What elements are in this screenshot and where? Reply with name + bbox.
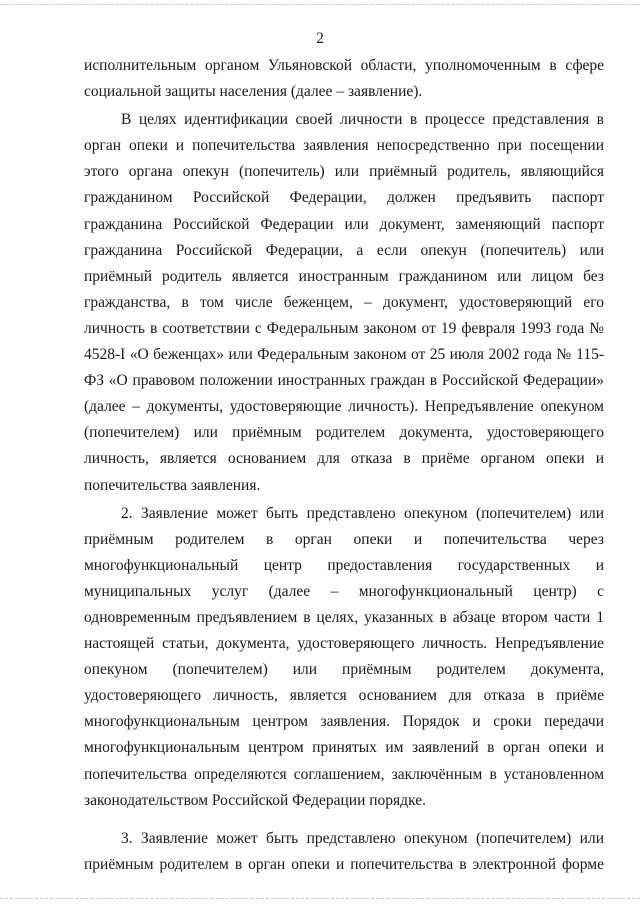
paragraph-identification: В целях идентификации своей личности в процессе представления в орган опеки и попечительства заявления непосредственно при посещении этого органа опекун (попечитель) или приёмный родитель, являющийся гражданином Российской Федерации, должен предъявить паспорт гражданина Российской Федерации или документ, заменяющий паспорт гражданина Российской Федерации, а если опекун (попечитель) или приёмный родитель является иностранным гражданином или лицом без гражданства, в том числе беженцем, – документ, удостоверяющий его личность в соответствии с Федеральным законом от 19 февраля 1993 года № 4528-I «О беженцах» или Федеральным законом от 25 июля 2002 года № 115-ФЗ «О правовом положении иностранных граждан в Российской Федерации» (далее – документы, удостоверяющие личность). Непредъявление опекуном (попечителем) или приёмным родителем документа, удостоверяющего личность, является основанием для отказа в приёме органом опеки и попечительства заявления.: [84, 111, 604, 494]
document-body: [84, 53, 604, 878]
paragraph-continuation: исполнительным органом Ульяновской области, уполномоченным в сфере социальной защиты населения (далее – заявление).: [84, 57, 604, 101]
scan-edge-bottom: [0, 898, 640, 899]
page-number: 2: [316, 30, 324, 47]
paragraph-item-3: 3. Заявление может быть представлено опекуном (попечителем) или приёмным родителем в орган опеки и попечительства в электронной форме: [84, 829, 604, 873]
paragraph-item-2: 2. Заявление может быть представлено опекуном (попечителем) или приёмным родителем в орган опеки и попечительства через многофункциональный центр предоставления государственных и муниципальных услуг (далее – многофункциональный центр) с одновременным предъявлением в целях, указанных в абзаце втором части 1 настоящей статьи, документа, удостоверяющего личность. Непредъявление опекуном (попечителем) или приёмным родителем документа, удостоверяющего личность, является основанием для отказа в приёме многофункциональным центром заявления. Порядок и сроки передачи многофункциональным центром принятых им заявлений в орган опеки и попечительства определяются соглашением, заключённым в установленном законодательством Российской Федерации порядке.: [84, 504, 604, 809]
scan-edge-top: [0, 4, 640, 5]
